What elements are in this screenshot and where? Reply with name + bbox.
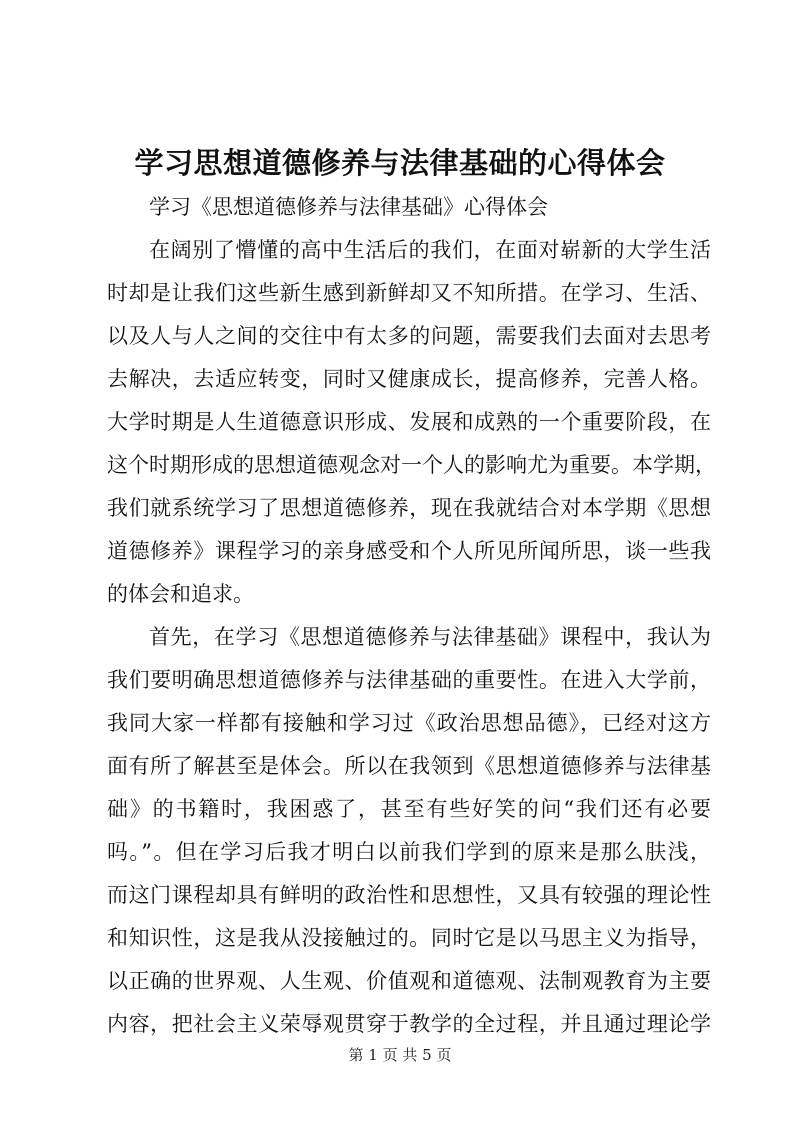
paragraph-line: 我们要明确思想道德修养与法律基础的重要性。在进入大学前， [107, 668, 711, 692]
paragraph-line: 大学时期是人生道德意识形成、发展和成熟的一个重要阶段，在 [107, 410, 711, 434]
paragraph-line: 在阔别了懵懂的高中生活后的我们，在面对崭新的大学生活 [149, 238, 711, 262]
paragraph-line: 首先，在学习《思想道德修养与法律基础》课程中，我认为 [149, 625, 711, 649]
paragraph-line: 的体会和追求。 [107, 582, 254, 606]
paragraph-line: 吗。”。但在学习后我才明白以前我们学到的原来是那么肤浅， [107, 840, 711, 864]
paragraph-line: 面有所了解甚至是体会。所以在我领到《思想道德修养与法律基 [107, 754, 711, 778]
paragraph-line: 和知识性，这是我从没接触过的。同时它是以马思主义为指导， [107, 926, 711, 950]
paragraph-line: 以正确的世界观、人生观、价值观和道德观、法制观教育为主要 [107, 969, 711, 993]
paragraph-line: 内容，把社会主义荣辱观贯穿于教学的全过程，并且通过理论学 [107, 1012, 711, 1036]
paragraph-line: 础》的书籍时，我困惑了，甚至有些好笑的问“我们还有必要 [107, 797, 711, 821]
paragraph-line: 道德修养》课程学习的亲身感受和个人所见所闻所思，谈一些我 [107, 539, 711, 563]
page-title: 学习思想道德修养与法律基础的心得体会 [134, 146, 666, 180]
page-number-footer: 第 1 页 共 5 页 [348, 1046, 452, 1064]
subtitle-line: 学习《思想道德修养与法律基础》心得体会 [149, 195, 548, 219]
paragraph-line: 时却是让我们这些新生感到新鲜却又不知所措。在学习、生活、 [107, 281, 711, 305]
paragraph-line: 以及人与人之间的交往中有太多的问题，需要我们去面对去思考 [107, 324, 711, 348]
paragraph-line: 我们就系统学习了思想道德修养，现在我就结合对本学期《思想 [107, 496, 711, 520]
paragraph-line: 而这门课程却具有鲜明的政治性和思想性，又具有较强的理论性 [107, 883, 711, 907]
paragraph-line: 去解决，去适应转变，同时又健康成长，提高修养，完善人格。 [107, 367, 711, 391]
paragraph-line: 这个时期形成的思想道德观念对一个人的影响尤为重要。本学期， [107, 453, 716, 477]
paragraph-line: 我同大家一样都有接触和学习过《政治思想品德》，已经对这方 [107, 711, 711, 735]
document-body [107, 186, 716, 1046]
